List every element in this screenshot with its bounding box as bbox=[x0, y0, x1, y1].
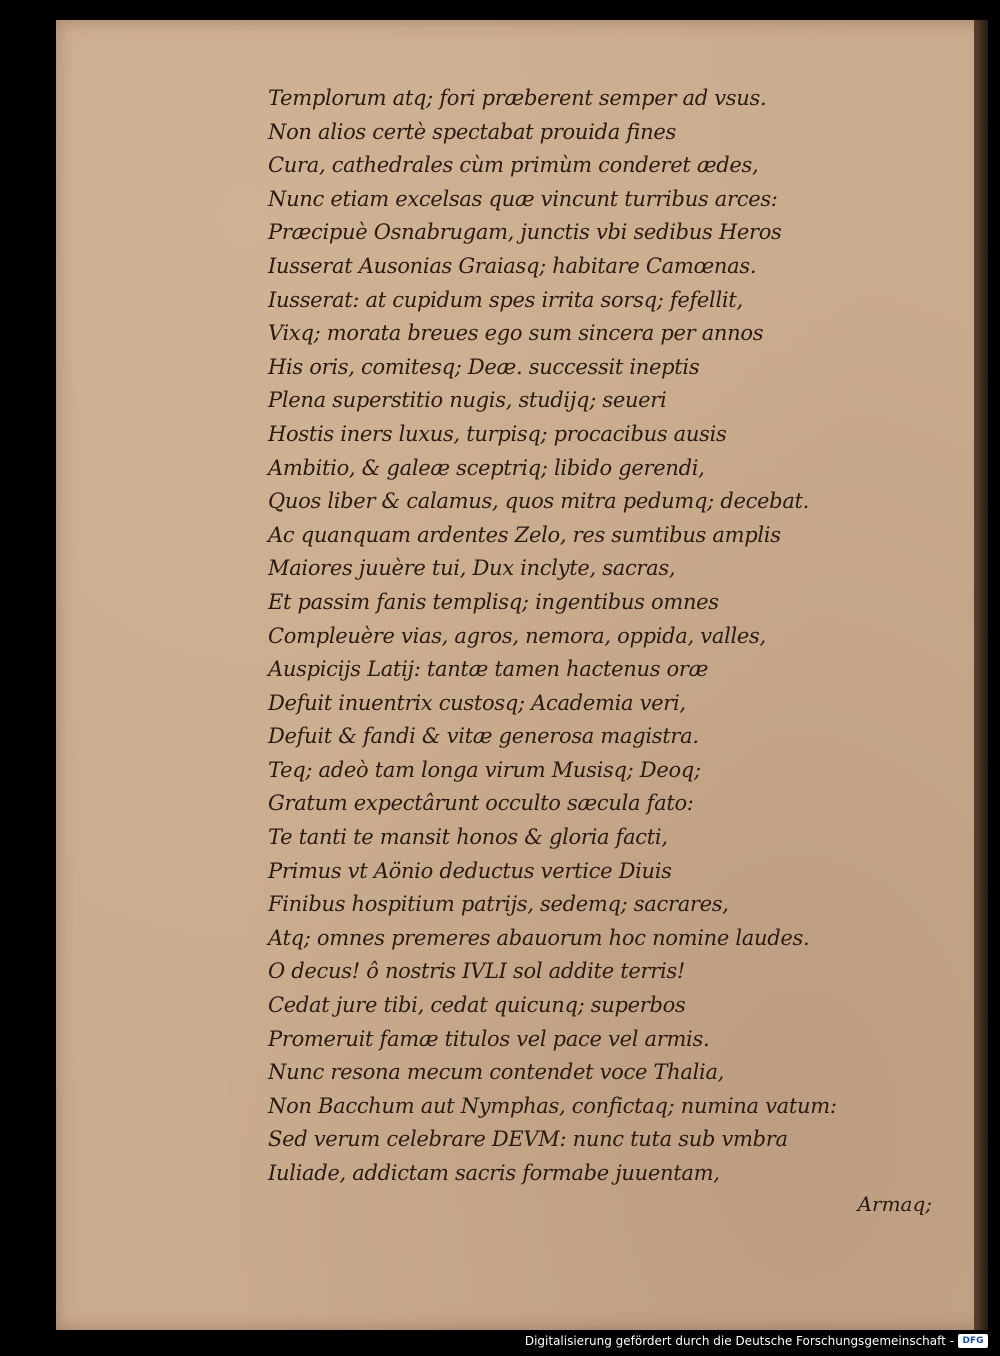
verse-line: Atq; omnes premeres abauorum hoc nomine laudes. bbox=[268, 925, 810, 950]
poem-verses bbox=[268, 82, 908, 1191]
verse-line: Auspicijs Latij: tantæ tamen hactenus oræ bbox=[268, 657, 709, 682]
verse-line: Iusserat: at cupidum spes irrita sorsq; fefellit, bbox=[268, 287, 743, 312]
verse-line: His oris, comitesq; Deæ. successit ineptis bbox=[268, 354, 700, 379]
verse-line: Templorum atq; fori præberent semper ad vsus. bbox=[268, 86, 767, 110]
verse-line: Et passim fanis templisq; ingentibus omnes bbox=[268, 589, 719, 614]
verse-line: Quos liber & calamus, quos mitra pedumq; decebat. bbox=[268, 489, 810, 514]
verse-line: Hostis iners luxus, turpisq; procacibus ausis bbox=[268, 421, 727, 446]
verse-line: Nunc etiam excelsas quæ vincunt turribus arces: bbox=[268, 186, 778, 211]
catchword: Armaq; bbox=[857, 1192, 932, 1216]
verse-line: Teq; adeò tam longa virum Musisq; Deoq; bbox=[268, 757, 701, 782]
digitization-footer bbox=[525, 1332, 988, 1350]
verse-line: Ambitio, & galeæ sceptriq; libido gerendi, bbox=[268, 455, 705, 480]
verse-line: Cura, cathedrales cùm primùm conderet ædes, bbox=[268, 153, 759, 178]
verse-line: Gratum expectârunt occulto sæcula fato: bbox=[268, 791, 694, 816]
verse-line: Primus vt Aönio deductus vertice Diuis bbox=[268, 858, 672, 883]
page-spine-edge bbox=[974, 20, 988, 1330]
verse-line: Non alios certè spectabat prouida fines bbox=[268, 119, 677, 144]
verse-line: Ac quanquam ardentes Zelo, res sumtibus amplis bbox=[268, 522, 781, 547]
verse-line: O decus! ô nostris IVLI sol addite terris! bbox=[268, 959, 685, 984]
verse-line: Vixq; morata breues ego sum sincera per annos bbox=[268, 321, 764, 346]
verse-line: Plena superstitio nugis, studijq; seueri bbox=[268, 388, 667, 413]
footer-credit-text: Digitalisierung gefördert durch die Deutsche Forschungsgemeinschaft - bbox=[524, 1334, 954, 1348]
dfg-logo-icon[interactable]: DFG bbox=[958, 1334, 988, 1348]
verse-line: Præcipuè Osnabrugam, junctis vbi sedibus Heros bbox=[268, 220, 782, 245]
verse-line: Maiores juuère tui, Dux inclyte, sacras, bbox=[268, 556, 676, 581]
verse-line: Defuit inuentrix custosq; Academia veri, bbox=[268, 690, 686, 715]
verse-line: Te tanti te mansit honos & gloria facti, bbox=[268, 825, 668, 850]
verse-line: Nunc resona mecum contendet voce Thalia, bbox=[268, 1060, 725, 1085]
verse-line: Non Bacchum aut Nymphas, confictaq; numina vatum: bbox=[268, 1093, 837, 1118]
verse-line: Iuliade, addictam sacris formabe juuentam, bbox=[268, 1161, 720, 1185]
verse-line: Promeruit famæ titulos vel pace vel armis. bbox=[268, 1026, 710, 1051]
verse-line: Sed verum celebrare DEVM: nunc tuta sub vmbra bbox=[268, 1127, 788, 1152]
book-page bbox=[56, 20, 988, 1330]
verse-line: Finibus hospitium patrijs, sedemq; sacrares, bbox=[268, 892, 729, 917]
verse-line: Compleuère vias, agros, nemora, oppida, valles, bbox=[268, 623, 766, 648]
verse-line: Iusserat Ausonias Graiasq; habitare Camœnas. bbox=[268, 253, 757, 278]
verse-line: Defuit & fandi & vitæ generosa magistra. bbox=[268, 724, 699, 749]
verse-line: Cedat jure tibi, cedat quicunq; superbos bbox=[268, 993, 686, 1018]
